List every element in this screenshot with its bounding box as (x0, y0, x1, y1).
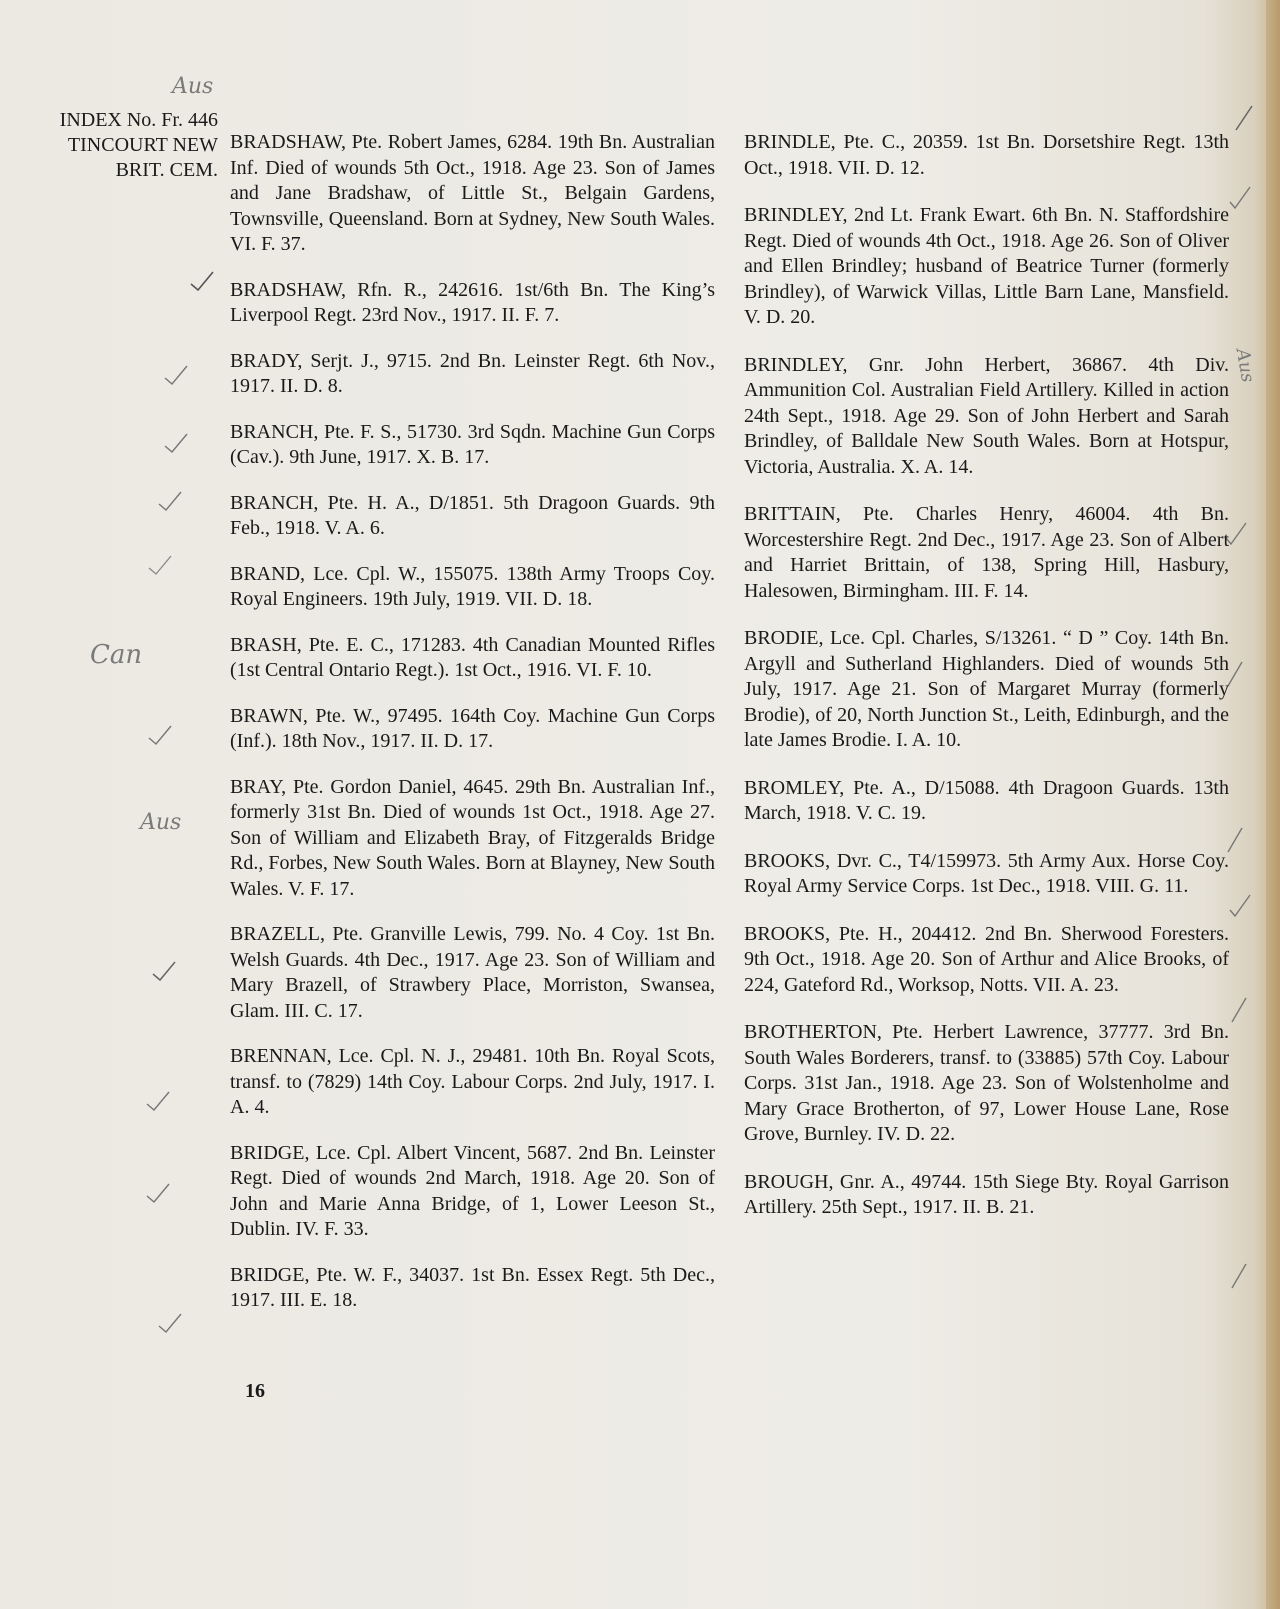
check-mark-icon (146, 722, 174, 750)
entry-brittain: BRITTAIN, Pte. Charles Henry, 46004. 4th Bn. Worcestershire Regt. 2nd Dec., 1917. Age 23. Son of Albert and Harriet Brittain, of 138, Spring Hill, Hasbury, Halesowen, Birmingham. III. F. 14. (744, 503, 1229, 602)
entry-bradshaw-robert: BRADSHAW, Pte. Robert James, 6284. 19th Bn. Australian Inf. Died of wounds 5th Oct., 1918. Age 23. Son of James and Jane Bradshaw, of Little St., Belgain Gardens, Townsville, Queensland. Born at Sydney, New South Wales. VI. F. 37. (230, 131, 715, 255)
check-mark-icon (144, 1180, 172, 1208)
entry-brash: BRASH, Pte. E. C., 171283. 4th Canadian Mounted Rifles (1st Central Ontario Regt.). 1st Oct., 1916. VI. F. 10. (230, 633, 715, 681)
page-binding-edge (1266, 0, 1280, 1609)
entry-brindley-frank: BRINDLEY, 2nd Lt. Frank Ewart. 6th Bn. N. Staffordshire Regt. Died of wounds 4th Oct., 1918. Age 26. Son of Oliver and Ellen Brindley; husband of Beatrice Turner (formerly Brindley), of Warwick Villas, Little Barn Lane, Mansfield. V. D. 20. (744, 204, 1229, 328)
entry-bridge-w: BRIDGE, Pte. W. F., 34037. 1st Bn. Essex Regt. 5th Dec., 1917. III. E. 18. (230, 1263, 715, 1311)
check-mark-icon (1226, 184, 1254, 212)
check-mark-icon (1226, 996, 1254, 1024)
entry-brindley-john: BRINDLEY, Gnr. John Herbert, 36867. 4th Div. Ammunition Col. Australian Field Artillery. Killed in action 24th Sept., 1918. Age 29. Son of John Herbert and Sarah Brindley, of Balldale New South Wales. Born at Hotspur, Victoria, Australia. X. A. 14. (744, 353, 1229, 478)
right-column (744, 110, 1229, 1243)
check-mark-icon (150, 958, 178, 986)
entry-brindle: BRINDLE, Pte. C., 20359. 1st Bn. Dorsetshire Regt. 13th Oct., 1918. VII. D. 12. (744, 131, 1229, 179)
index-number: INDEX No. Fr. 446 (59, 109, 218, 131)
check-mark-icon (156, 1310, 184, 1338)
entry-brawn: BRAWN, Pte. W., 97495. 164th Coy. Machine Gun Corps (Inf.). 18th Nov., 1917. II. D. 17. (230, 704, 715, 752)
entry-branch-h: BRANCH, Pte. H. A., D/1851. 5th Dragoon Guards. 9th Feb., 1918. V. A. 6. (230, 491, 715, 539)
entry-brotherton: BROTHERTON, Pte. Herbert Lawrence, 37777. 3rd Bn. South Wales Borderers, transf. to (33885) 57th Coy. Labour Corps. 31st Jan., 1918. Age 23. Son of Wolstenholme and Mary Grace Brotherton, of 97, Lower House Lane, Rose Grove, Burnley. IV. D. 22. (744, 1021, 1229, 1145)
entry-brady: BRADY, Serjt. J., 9715. 2nd Bn. Leinster Regt. 6th Nov., 1917. II. D. 8. (230, 349, 715, 397)
entry-brand: BRAND, Lce. Cpl. W., 155075. 138th Army Troops Coy. Royal Engineers. 19th July, 1919. VII. D. 18. (230, 562, 715, 610)
entry-brodie: BRODIE, Lce. Cpl. Charles, S/13261. “ D ” Coy. 14th Bn. Argyll and Sutherland Highlanders. Died of wounds 5th July, 1917. Age 21. Son of Margaret Murray (formerly Brodie), of 20, North Junction St., Leith, Edinburgh, and the late James Brodie. I. A. 10. (744, 627, 1229, 751)
check-mark-icon (1230, 104, 1258, 132)
check-mark-icon (1226, 892, 1254, 920)
entry-brooks-h: BROOKS, Pte. H., 204412. 2nd Bn. Sherwood Foresters. 9th Oct., 1918. Age 20. Son of Arthur and Alice Brooks, of 224, Gateford Rd., Worksop, Notts. VII. A. 23. (744, 922, 1229, 996)
check-mark-icon (1226, 1262, 1254, 1290)
entry-bradshaw-r: BRADSHAW, Rfn. R., 242616. 1st/6th Bn. The King’s Liverpool Regt. 23rd Nov., 1917. II. F. 7. (230, 278, 715, 326)
entry-bray: BRAY, Pte. Gordon Daniel, 4645. 29th Bn. Australian Inf., formerly 31st Bn. Died of wounds 1st Oct., 1918. Age 27. Son of William and Elizabeth Bray, of Fitzgeralds Bridge Rd., Forbes, New South Wales. Born at Blayney, New South Wales. V. F. 17. (230, 775, 715, 900)
check-mark-icon (146, 552, 174, 580)
left-column (230, 110, 715, 1334)
check-mark-icon (188, 268, 216, 296)
cemetery-name-line-2: BRIT. CEM. (115, 159, 218, 181)
check-mark-icon (156, 488, 184, 516)
page-number: 16 (245, 1380, 265, 1402)
entry-brennan: BRENNAN, Lce. Cpl. N. J., 29481. 10th Bn. Royal Scots, transf. to (7829) 14th Coy. Labour Corps. 2nd July, 1917. I. A. 4. (230, 1045, 715, 1118)
entry-brooks-c: BROOKS, Dvr. C., T4/159973. 5th Army Aux. Horse Coy. Royal Army Service Corps. 1st Dec., 1918. VIII. G. 11. (744, 849, 1229, 897)
handwritten-note-aus-middle: Aus (140, 810, 182, 835)
entry-brazell: BRAZELL, Pte. Granville Lewis, 799. No. 4 Coy. 1st Bn. Welsh Guards. 4th Dec., 1917. Age 23. Son of William and Mary Brazell, of Strawbery Place, Morriston, Swansea, Glam. III. C. 17. (230, 923, 715, 1022)
check-mark-icon (144, 1088, 172, 1116)
entry-brough: BROUGH, Gnr. A., 49744. 15th Siege Bty. Royal Garrison Artillery. 25th Sept., 1917. II. B. 21. (744, 1170, 1229, 1218)
entry-bridge-albert: BRIDGE, Lce. Cpl. Albert Vincent, 5687. 2nd Bn. Leinster Regt. Died of wounds 2nd March, 1918. Age 20. Son of John and Marie Anna Bridge, of 1, Lower Leeson St., Dublin. IV. F. 33. (230, 1141, 715, 1240)
handwritten-note-aus-top: Aus (172, 74, 214, 99)
check-mark-icon (162, 430, 190, 458)
cemetery-name-line-1: TINCOURT NEW (67, 134, 218, 156)
index-label (14, 108, 218, 183)
handwritten-note-can: Can (90, 640, 143, 670)
handwritten-note-aus-right: Aus (1231, 347, 1259, 384)
entry-bromley: BROMLEY, Pte. A., D/15088. 4th Dragoon Guards. 13th March, 1918. V. C. 19. (744, 776, 1229, 824)
entry-branch-f: BRANCH, Pte. F. S., 51730. 3rd Sqdn. Machine Gun Corps (Cav.). 9th June, 1917. X. B. 17. (230, 420, 715, 468)
check-mark-icon (162, 362, 190, 390)
